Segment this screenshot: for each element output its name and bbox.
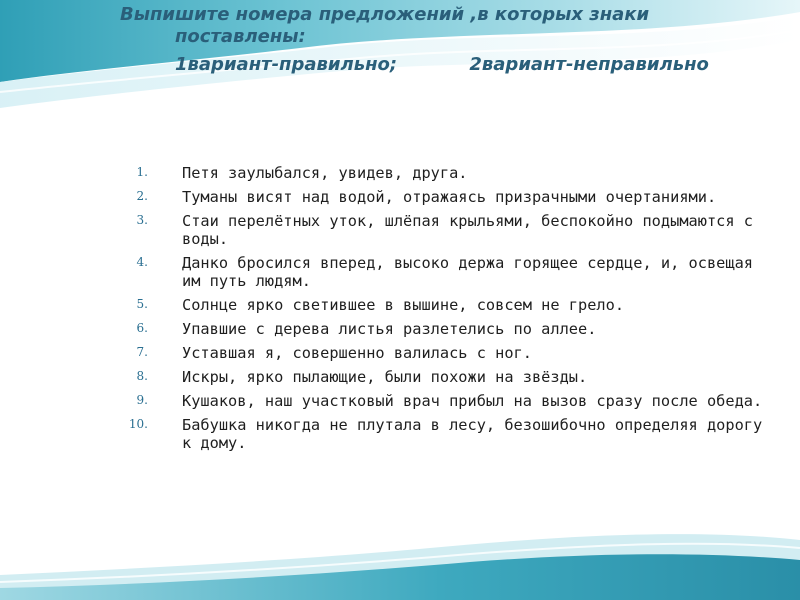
- sentence-text: Туманы висят над водой, отражаясь призрачными очертаниями.: [182, 188, 717, 206]
- list-item: [100, 368, 780, 386]
- title-variants: [120, 54, 780, 76]
- list-item: [100, 296, 780, 314]
- sentence-list: [100, 164, 780, 458]
- list-number: 9.: [136, 393, 148, 407]
- sentence-text: Солнце ярко светившее в вышине, совсем не грело.: [182, 296, 625, 314]
- list-item: [100, 416, 780, 452]
- list-item: [100, 212, 780, 248]
- variant-2-label: 2вариант-неправильно: [469, 54, 709, 75]
- variant-1-label: 1вариант-правильно;: [175, 54, 398, 75]
- sentence-text: Искры, ярко пылающие, были похожи на звёзды.: [182, 368, 588, 386]
- list-item: [100, 254, 780, 290]
- list-item: [100, 392, 780, 410]
- list-number: 3.: [136, 213, 148, 227]
- sentence-text: Бабушка никогда не плутала в лесу, безошибочно определяя дорогу к дому.: [182, 416, 763, 452]
- sentence-text: Кушаков, наш участковый врач прибыл на вызов сразу после обеда.: [182, 392, 763, 410]
- list-number: 10.: [128, 417, 148, 431]
- list-number: 8.: [136, 369, 148, 383]
- list-item: [100, 344, 780, 362]
- list-number: 7.: [136, 345, 148, 359]
- list-item: [100, 164, 780, 182]
- sentence-text: Стаи перелётных уток, шлёпая крыльями, беспокойно подымаются с воды.: [182, 212, 753, 248]
- sentence-text: Петя заулыбался, увидев, друга.: [182, 164, 468, 182]
- title-line-1: Выпишите номера предложений ,в которых знаки: [120, 4, 650, 25]
- slide-title: [120, 4, 780, 76]
- list-number: 1.: [136, 165, 148, 179]
- list-number: 2.: [136, 189, 148, 203]
- list-item: [100, 188, 780, 206]
- list-item: [100, 320, 780, 338]
- sentence-text: Уставшая я, совершенно валилась с ног.: [182, 344, 532, 362]
- sentence-text: Данко бросился вперед, высоко держа горящее сердце, и, освещая им путь людям.: [182, 254, 753, 290]
- sentence-text: Упавшие с дерева листья разлетелись по аллее.: [182, 320, 597, 338]
- list-number: 5.: [136, 297, 148, 311]
- list-number: 4.: [136, 255, 148, 269]
- list-number: 6.: [136, 321, 148, 335]
- title-line-2: поставлены:: [175, 26, 306, 47]
